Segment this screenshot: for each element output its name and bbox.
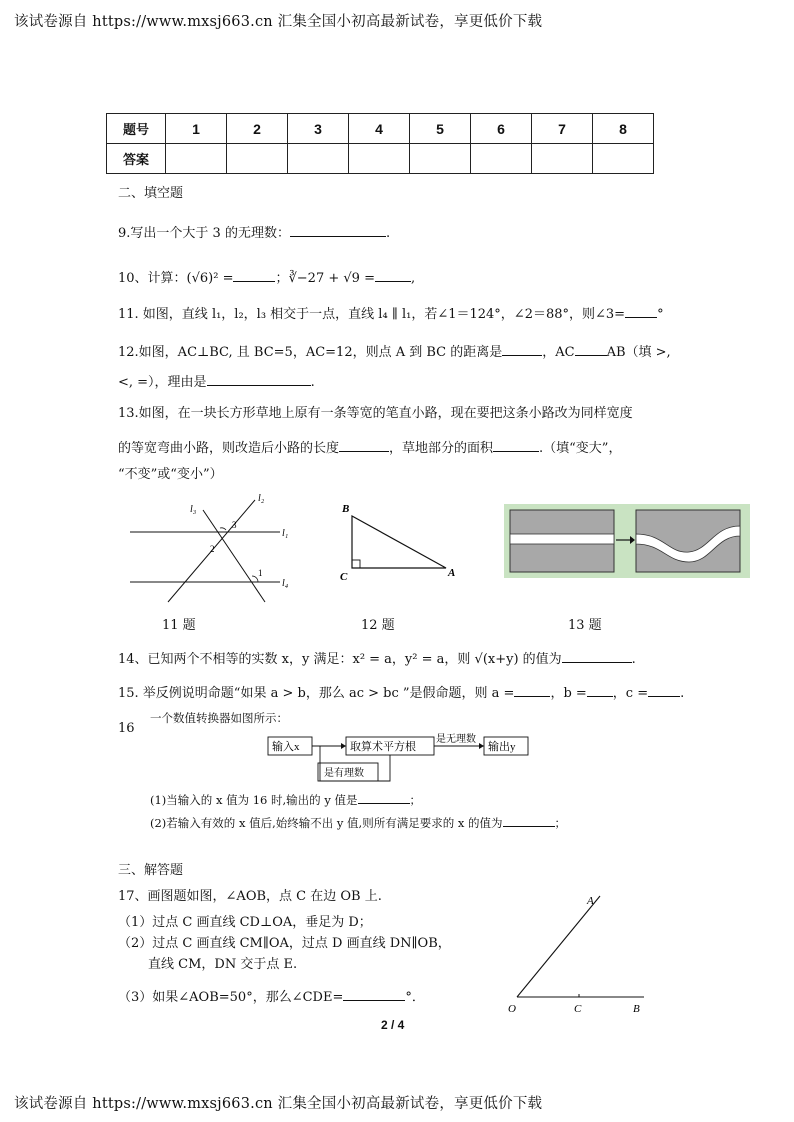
section-title-solve: 三、解答题: [118, 863, 184, 878]
q10-blank-1[interactable]: [233, 267, 275, 282]
q15-b: ，b =: [550, 686, 587, 701]
q17-p3-end: °．: [405, 990, 425, 1005]
box-sqrt: 取算术平方根: [350, 741, 416, 753]
angle-label-3: 3: [232, 520, 237, 530]
question-13-line2: [118, 437, 621, 458]
q10-expr1: (√6)² =: [186, 271, 234, 286]
q11-end: °: [657, 307, 664, 322]
question-number-cell: 3: [288, 114, 349, 144]
question-number-cell: 6: [471, 114, 532, 144]
q15-blank-b[interactable]: [587, 682, 613, 697]
table-row-answers: [107, 144, 654, 174]
answer-cell[interactable]: [166, 144, 227, 174]
q12-mid: ，AC: [542, 345, 575, 360]
question-number-cell: 2: [227, 114, 288, 144]
row-label-question-number: 题号: [107, 114, 166, 144]
point-O: O: [508, 1003, 516, 1015]
question-10: [118, 267, 415, 288]
page-number: 2 / 4: [381, 1018, 405, 1032]
answer-cell[interactable]: [227, 144, 288, 174]
page-header-source: 该试卷源自 https://www.mxsj663.cn 汇集全国小初高最新试卷，享更低价下载: [14, 14, 543, 30]
figure-16-converter-flowchart: [266, 733, 536, 785]
q11-text: 11. 如图，直线 l₁，l₂，l₃ 相交于一点，直线 l₄ ∥ l₁，若∠1＝124°，∠2＝88°，则∠3=: [118, 307, 626, 322]
q12-end: .: [310, 375, 315, 390]
box-rational: 是有理数: [324, 768, 364, 779]
q17-line1: 17、画图题如图，∠AOB，点 C 在边 OB 上.: [118, 889, 382, 904]
q12-line2: <, =），理由是: [118, 375, 207, 390]
q17-part3: （3）如果∠AOB=50°，那么∠CDE=: [118, 990, 344, 1005]
question-14: [118, 648, 636, 669]
q12-line1: 12.如图，AC⊥BC, 且 BC=5，AC=12，则点 A 到 BC 的距离是: [118, 345, 503, 360]
q12-blank-3[interactable]: [207, 371, 311, 386]
q13-blank-2[interactable]: [493, 437, 539, 452]
question-16-part1: [150, 789, 421, 809]
section-title-fill-in: 二、填空题: [118, 186, 184, 201]
question-12-line2: [118, 371, 315, 392]
q9-text: 9.写出一个大于 3 的无理数：: [118, 226, 290, 241]
q13-line2b: ，草地部分的面积: [389, 441, 494, 456]
label-l1: l₁: [282, 528, 289, 539]
page-footer-source: 该试卷源自 https://www.mxsj663.cn 汇集全国小初高最新试卷，享更低价下载: [14, 1096, 543, 1112]
q16-p1-end: ；: [409, 793, 421, 807]
figure-12-right-triangle: [336, 498, 466, 588]
answer-cell[interactable]: [288, 144, 349, 174]
q13-blank-1[interactable]: [339, 437, 389, 452]
question-11: [118, 303, 664, 324]
label-l3: l₃: [190, 504, 197, 515]
label-l4: l₄: [282, 578, 289, 589]
vertex-C: C: [340, 571, 348, 583]
q14-end: .: [631, 652, 636, 667]
question-9: [118, 222, 390, 243]
q10-prefix: 10、计算：: [118, 271, 187, 286]
angle-label-1: 1: [258, 568, 263, 578]
vertex-B: B: [342, 503, 350, 515]
question-number-cell: 1: [166, 114, 227, 144]
answer-cell[interactable]: [410, 144, 471, 174]
point-A: A: [587, 895, 594, 907]
q9-end: .: [385, 226, 391, 241]
q10-expr2: ∛−27 + √9 =: [288, 271, 375, 286]
q15-text: 15. 举反例说明命题“如果 a > b，那么 ac > bc ”是假命题，则 a =: [118, 686, 515, 701]
question-number-cell: 7: [532, 114, 593, 144]
answer-table: [106, 113, 654, 174]
q15-end: .: [680, 686, 685, 701]
answer-cell[interactable]: [349, 144, 410, 174]
answer-cell[interactable]: [532, 144, 593, 174]
q16-intro: 一个数值转换器如图所示：: [150, 711, 288, 725]
arrow-label-irrational: 是无理数: [436, 734, 476, 745]
question-16-part2: [150, 812, 566, 832]
q16-p2: (2)若输入有效的 x 值后,始终输不出 y 值,则所有满足要求的 x 的值为: [150, 816, 503, 830]
q15-c: ，c =: [612, 686, 649, 701]
q16-blank-1[interactable]: [358, 789, 410, 804]
box-input-x: 输入x: [272, 741, 300, 753]
question-17-part3: [118, 986, 425, 1007]
caption-figure-12: 12 题: [361, 618, 395, 633]
caption-figure-11: 11 题: [162, 618, 196, 633]
q17-part2: （2）过点 C 画直线 CM∥OA，过点 D 画直线 DN∥OB，: [118, 936, 451, 951]
q13-line2a: 的等宽弯曲小路，则改造后小路的长度: [118, 441, 340, 456]
figure-17-angle-AOB: [505, 888, 655, 1018]
q13-line2c: .（填“变大”，: [539, 441, 622, 456]
q12-blank-2[interactable]: [575, 341, 607, 356]
question-number-cell: 8: [593, 114, 654, 144]
answer-cell[interactable]: [593, 144, 654, 174]
figure-13-path-change: [504, 504, 750, 578]
q10-blank-2[interactable]: [375, 267, 411, 282]
q17-blank[interactable]: [343, 986, 405, 1001]
question-number-cell: 5: [410, 114, 471, 144]
q15-blank-c[interactable]: [648, 682, 680, 697]
box-output-y: 输出y: [488, 741, 516, 753]
q16-p2-end: ；: [554, 816, 566, 830]
q16-blank-2[interactable]: [503, 812, 555, 827]
caption-figure-13: 13 题: [568, 618, 602, 633]
answer-cell[interactable]: [471, 144, 532, 174]
point-C: C: [574, 1003, 582, 1015]
question-15: [118, 682, 684, 703]
q13-line3: “不变”或“变小”）: [118, 467, 223, 482]
q14-blank[interactable]: [562, 648, 632, 663]
q11-blank[interactable]: [625, 303, 657, 318]
angle-label-2: 2: [210, 544, 215, 554]
q12-mid2: AB（填 >,: [606, 345, 671, 360]
q16-number: 16: [118, 721, 135, 736]
q16-p1: (1)当输入的 x 值为 16 时,输出的 y 值是: [150, 793, 358, 807]
q17-part1: （1）过点 C 画直线 CD⊥OA，垂足为 D；: [118, 915, 372, 930]
vertex-A: A: [448, 567, 456, 579]
label-l2: l₂: [258, 493, 265, 504]
q13-line1: 13.如图，在一块长方形草地上原有一条等宽的笔直小路，现在要把这条小路改为同样宽度: [118, 406, 633, 421]
q9-blank[interactable]: [290, 222, 386, 237]
table-row-numbers: [107, 114, 654, 144]
q17-part2b: 直线 CM，DN 交于点 E.: [148, 957, 298, 972]
point-B: B: [633, 1003, 640, 1015]
question-number-cell: 4: [349, 114, 410, 144]
q15-blank-a[interactable]: [514, 682, 550, 697]
question-12-line1: [118, 341, 671, 362]
q10-end: ,: [410, 271, 416, 286]
row-label-answer: 答案: [107, 144, 166, 174]
q14-text: 14、已知两个不相等的实数 x，y 满足：x² = a，y² = a，则 √(x+y) 的值为: [118, 652, 562, 667]
q10-sep: ；: [275, 271, 289, 286]
q12-blank-1[interactable]: [502, 341, 542, 356]
figure-11-intersecting-lines: [130, 490, 300, 608]
